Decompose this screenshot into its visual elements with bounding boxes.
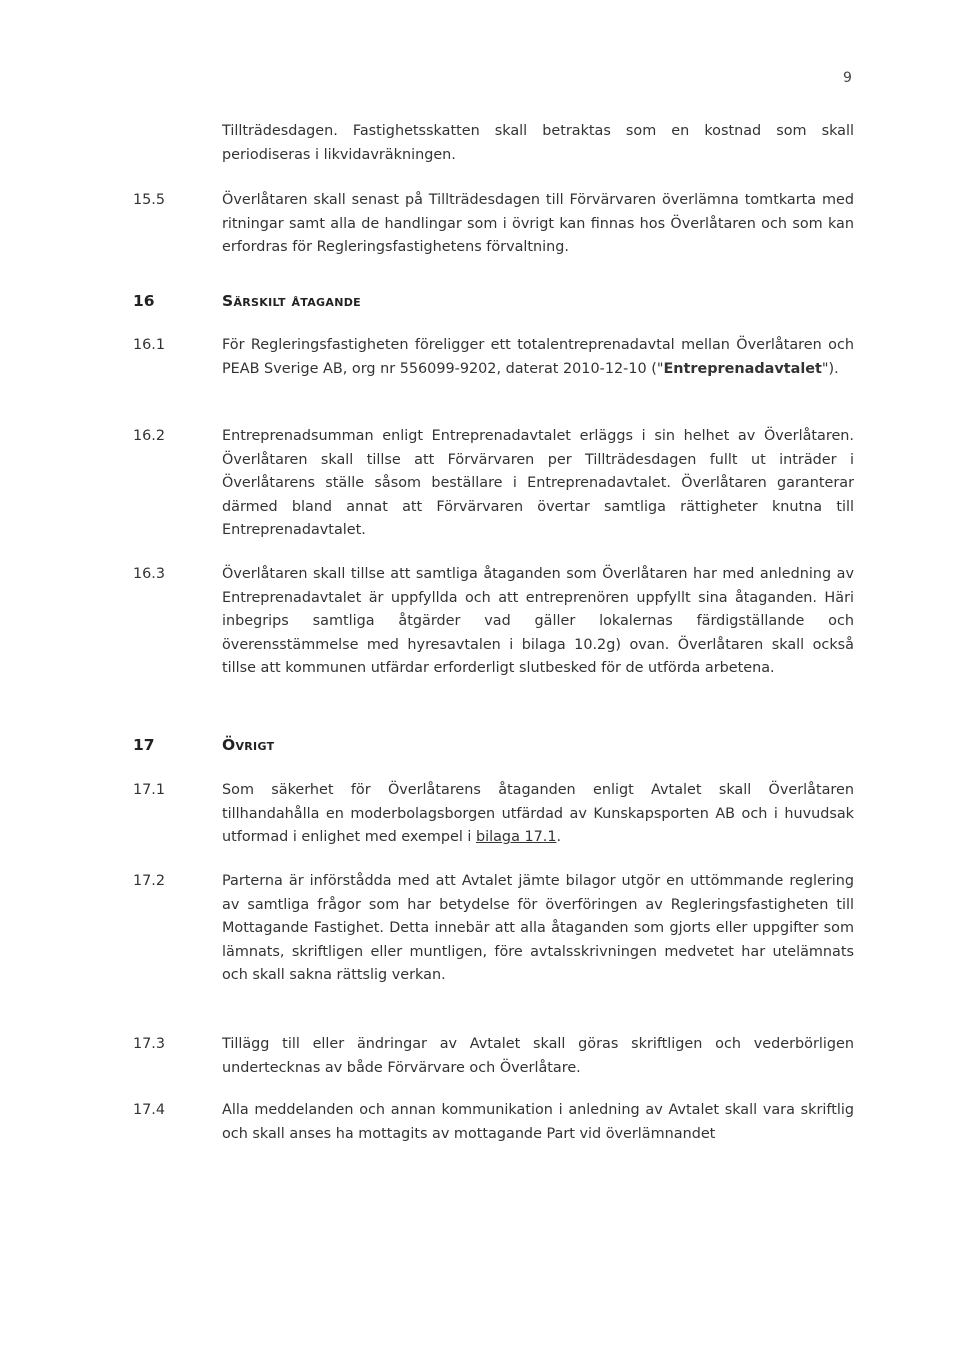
section-text: Överlåtaren skall tillse att samtliga åtaganden som Överlåtaren har med anledning av Entreprenadavtalet är uppfyllda och att entreprenören uppfyllt sina åtaganden. Häri inbegrips samtliga åtgärder vad gäller lokalernas färdigställande och överensstämmelse med hyresavtalen i bilaga 10.2g) ovan. Överlåtaren skall också tillse att kommunen utfärdar erforderligt slutbesked för de utförda arbetena. bbox=[222, 566, 854, 676]
section-number: 17.3 bbox=[133, 1036, 166, 1052]
page-number: 9 bbox=[843, 70, 852, 86]
section-text: Alla meddelanden och annan kommunikation i anledning av Avtalet skall vara skriftlig och skall anses ha mottagits av mottagande Part vid överlämnandet bbox=[222, 1102, 854, 1142]
section-number: 15.5 bbox=[133, 192, 166, 208]
heading-title: Särskilt åtagande bbox=[222, 292, 361, 310]
section-text: Entreprenadsumman enligt Entreprenadavtalet erläggs i sin helhet av Överlåtaren. Överlåtaren skall tillse att Förvärvaren per Tillträdesdagen fullt ut inträder i Överlåtarens ställe såsom beställare i Entreprenadavtalet. Överlåtaren garanterar därmed bland annat att Förvärvaren övertar samtliga rättigheter knutna till Entreprenadavtalet. bbox=[222, 428, 854, 538]
heading-number: 16 bbox=[133, 292, 155, 310]
heading-number: 17 bbox=[133, 736, 155, 754]
section-number: 17.2 bbox=[133, 873, 166, 889]
section-number: 17.1 bbox=[133, 782, 166, 798]
section-number: 16.2 bbox=[133, 428, 166, 444]
text-part: "). bbox=[821, 360, 839, 377]
section-number: 16.1 bbox=[133, 337, 166, 353]
defined-term: Entreprenadavtalet bbox=[663, 360, 822, 377]
section-text: Tillägg till eller ändringar av Avtalet skall göras skriftligen och vederbörligen undertecknas av både Förvärvare och Överlåtare. bbox=[222, 1036, 854, 1076]
section-text: Överlåtaren skall senast på Tillträdesdagen till Förvärvaren överlämna tomtkarta med ritningar samt alla de handlingar som i övrigt kan finnas hos Överlåtaren och som kan erfordras för Regleringsfastighetens förvaltning. bbox=[222, 192, 854, 255]
section-text bbox=[222, 779, 854, 850]
section-text: Parterna är införstådda med att Avtalet jämte bilagor utgör en uttömmande reglering av samtliga frågor som har betydelse för överföringen av Regleringsfastigheten till Mottagande Fastighet. Detta innebär att alla åtaganden som gjorts eller uppgifter som lämnats, skriftligen eller muntligen, före avtalsskrivningen medvetet har utelämnats och skall sakna rättslig verkan. bbox=[222, 873, 854, 983]
text-part: Som säkerhet för Överlåtarens åtaganden enligt Avtalet skall Överlåtaren tillhandahålla en moderbolagsborgen utfärdad av Kunskapsporten AB och i huvudsak utformad i enlighet med exempel i bbox=[222, 782, 854, 845]
section-number: 16.3 bbox=[133, 566, 166, 582]
section-text bbox=[222, 334, 854, 381]
text-part: . bbox=[556, 829, 562, 845]
section-number: 17.4 bbox=[133, 1102, 166, 1118]
text-part: För Regleringsfastigheten föreligger ett totalentreprenadavtal mellan Överlåtaren och PEAB Sverige AB, org nr 556099-9202, daterat 2010-12-10 (" bbox=[222, 337, 854, 377]
intro-text: Tillträdesdagen. Fastighetsskatten skall betraktas som en kostnad som skall periodiseras i likvidavräkningen. bbox=[222, 123, 854, 163]
heading-title: Övrigt bbox=[222, 736, 275, 754]
appendix-link[interactable]: bilaga 17.1 bbox=[475, 829, 557, 845]
